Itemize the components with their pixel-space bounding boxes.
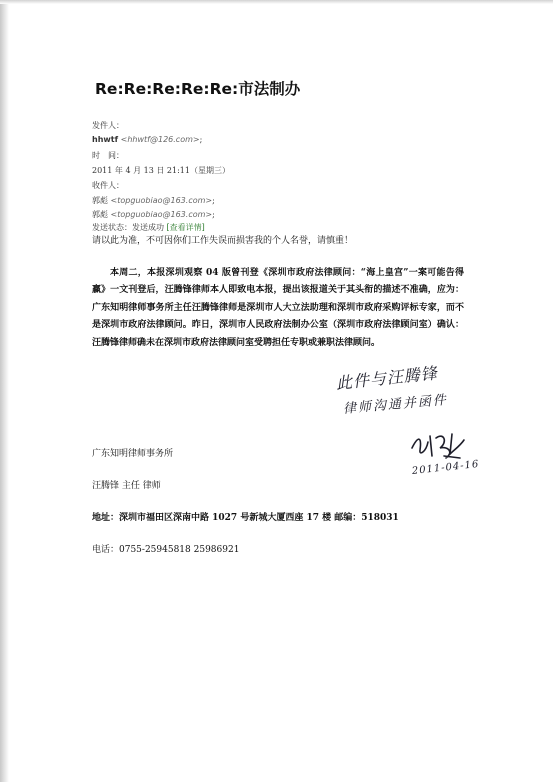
from-name: hhwtf bbox=[92, 135, 119, 144]
lawyer-name-title: 汪腾锋 主任 律师 bbox=[92, 481, 161, 491]
send-status-label: 发送状态：发送成功 bbox=[92, 223, 164, 232]
recipient-2-address[interactable]: <topguobiao@163.com> bbox=[110, 210, 213, 219]
from-line bbox=[92, 135, 202, 144]
recipient-1 bbox=[92, 195, 215, 206]
recipient-2-name: 郭彪 bbox=[92, 210, 108, 219]
email-subject: Re:Re:Re:Re:Re:市法制办 bbox=[95, 80, 301, 98]
send-status bbox=[92, 222, 205, 233]
from-label: 发件人： bbox=[92, 121, 124, 130]
firm-name: 广东知明律师事务所 bbox=[92, 449, 174, 459]
firm-phone: 电话：0755-25945818 25986921 bbox=[92, 545, 240, 555]
firm-address: 地址：深圳市福田区深南中路 1027 号新城大厦西座 17 楼 邮编：518031 bbox=[92, 513, 399, 523]
time-value: 2011 年 4 月 13 日 21:11（星期三） bbox=[92, 166, 230, 175]
recipient-2 bbox=[92, 209, 215, 220]
notice-text: 请以此为准，不可因你们工作失误而损害我的个人名誉，请慎重！ bbox=[92, 236, 354, 246]
recipient-2-separator: ; bbox=[212, 210, 215, 219]
time-label: 时 间： bbox=[92, 151, 124, 160]
view-details-link[interactable]: [查看详情] bbox=[166, 223, 205, 232]
body-paragraph: 本周二，本报深圳观察 04 版曾刊登《深圳市政府法律顾问：“海上皇宫”一案可能告得赢》一文刊登后，汪腾锋律师本人即致电本报，提出该报道关于其头衔的描述不准确，应为：广东知明律师事务所主任汪腾锋律师是深圳市人大立法助理和深圳市政府采购评标专家，而不是深圳市政府法律顾问。昨日，深圳市人民政府法制办公室（深圳市政府法律顾问室）确认：汪腾锋律师确未在深圳市政府法律顾问室受聘担任专职或兼职法律顾问。 bbox=[92, 268, 464, 348]
handwritten-signature bbox=[408, 428, 468, 462]
recipient-1-address[interactable]: <topguobiao@163.com> bbox=[110, 196, 213, 205]
to-label: 收件人： bbox=[92, 181, 124, 190]
handwritten-note-line-2: 律师沟通并函件 bbox=[342, 392, 449, 417]
recipient-1-separator: ; bbox=[212, 196, 215, 205]
handwritten-date: 2011-04-16 bbox=[411, 458, 480, 477]
scan-edge-shadow bbox=[0, 0, 9, 782]
from-separator: ; bbox=[199, 135, 203, 144]
scan-top-shadow bbox=[0, 0, 553, 4]
handwritten-note-line-1: 此件与汪腾锋 bbox=[335, 363, 439, 393]
from-address[interactable]: <hhwtf@126.com> bbox=[120, 135, 200, 144]
recipient-1-name: 郭彪 bbox=[92, 196, 108, 205]
